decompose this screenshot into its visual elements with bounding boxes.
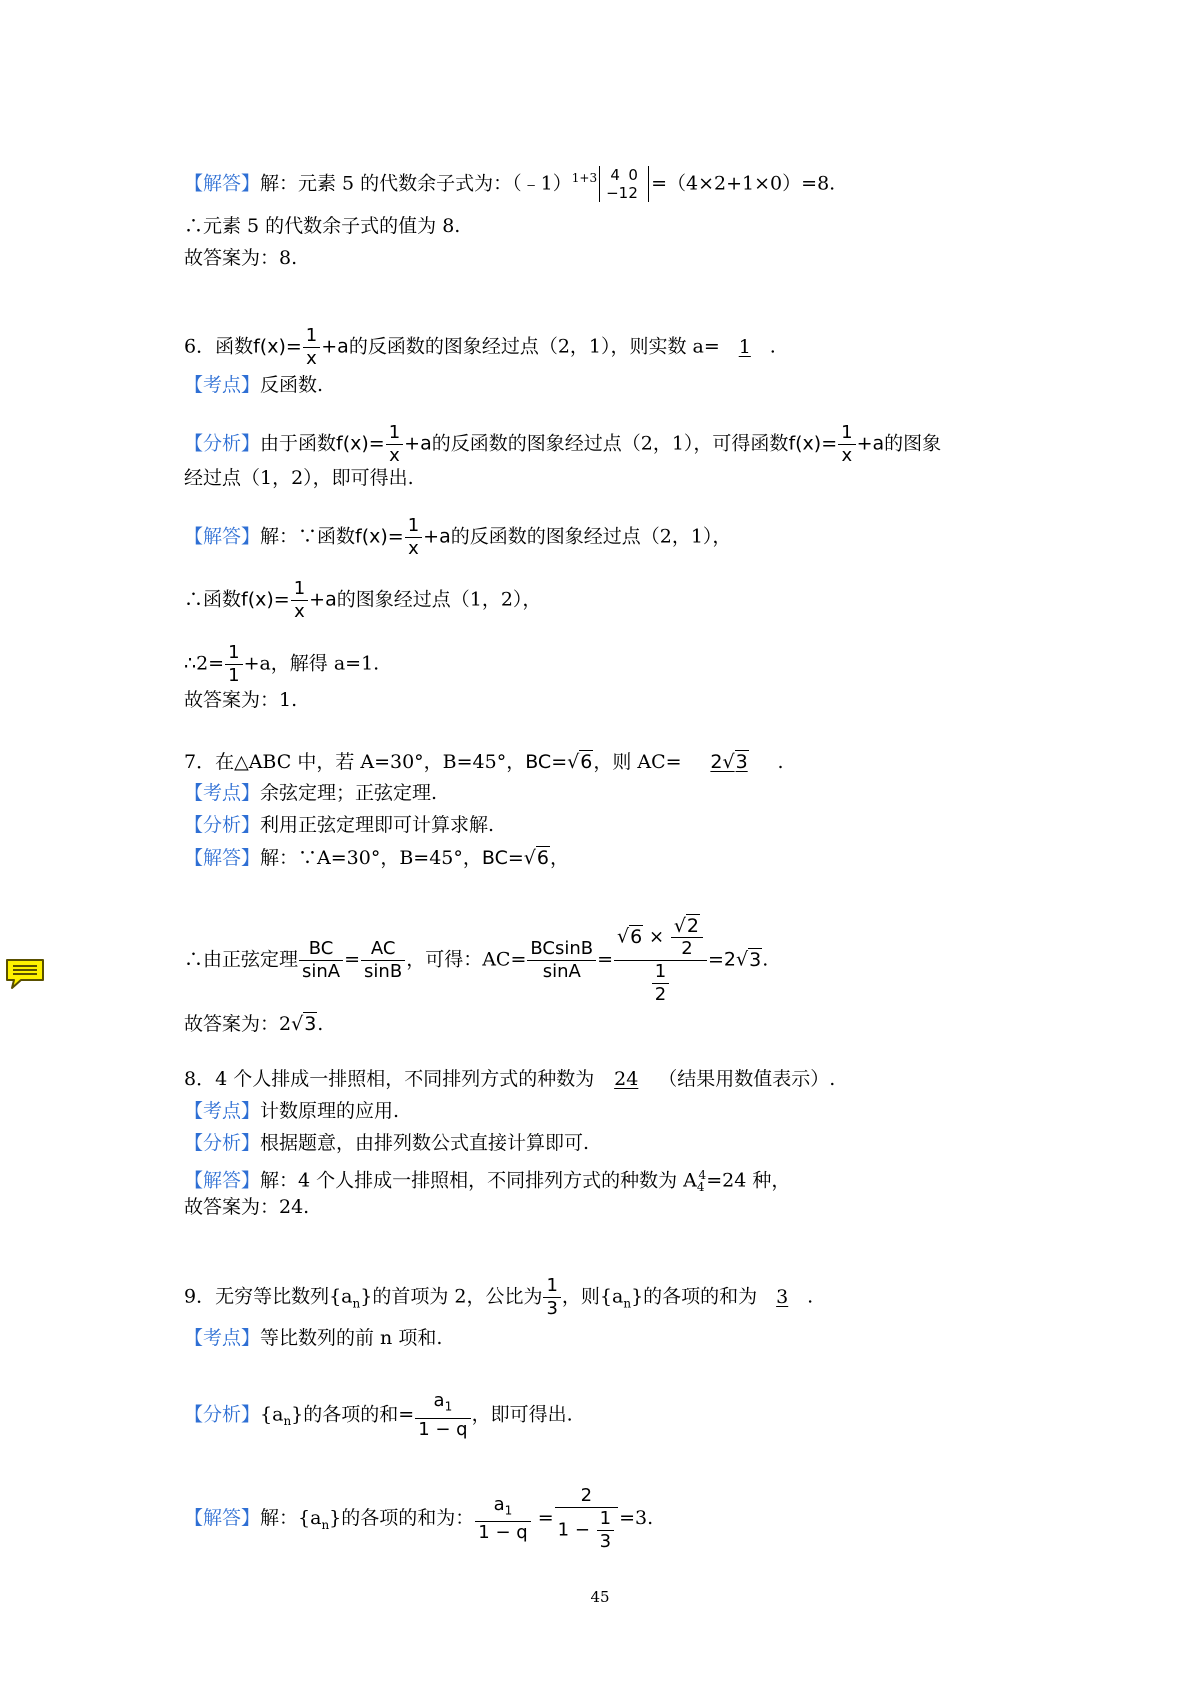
- analysis-tag: 【分析】: [184, 1403, 261, 1426]
- q9-analysis: 【分析】$\{a_n\}$的各项的和= $\frac{a_1}{1 - q}$ ，即可得出.: [184, 1390, 573, 1440]
- q9-stem: 9．无穷等比数列$\{a_n\}$的首项为 2，公比为 $\frac{1}{3}$ ，则$\{a_n\}$的各项的和为3.: [184, 1275, 814, 1319]
- answer-blank: 1: [738, 335, 751, 358]
- q6-final-answer: 故答案为：1.: [184, 689, 298, 711]
- comment-icon[interactable]: [4, 957, 46, 991]
- q7-stem: 7．在△ABC 中，若 A=30°，B=45°，BC=√6，则 AC= 2√3 .: [184, 751, 784, 773]
- q5-conclusion: ∴元素 5 的代数余子式的值为 8.: [184, 215, 461, 237]
- analysis-tag: 【分析】: [184, 432, 261, 455]
- compound-fraction: √6 × $\frac{√2}{2}$ $\frac{1}{2}$: [614, 915, 707, 1006]
- answer-tag: 【解答】: [184, 1507, 261, 1529]
- fraction: $\frac{1}{x}$: [303, 325, 320, 370]
- q9-point: 【考点】等比数列的前 n 项和.: [184, 1327, 443, 1349]
- analysis-tag: 【分析】: [184, 814, 261, 836]
- q8-answer: 【解答】解：4 个人排成一排照相，不同排列方式的种数为 $A_4^4=24$ 种，: [184, 1168, 791, 1195]
- page-number: 45: [590, 1588, 610, 1606]
- point-tag: 【考点】: [184, 1100, 261, 1122]
- answer-blank: 3: [776, 1285, 789, 1308]
- q5-answer-result: =（4×2+1×0）=8.: [651, 172, 836, 195]
- q6-answer-line3: ∴2= $\frac{1}{1}$ +a，解得 a=1.: [184, 642, 380, 686]
- q6-point: 【考点】反函数.: [184, 374, 324, 396]
- q7-final-answer: 故答案为：2√3.: [184, 1013, 324, 1035]
- q8-stem: 8．4 个人排成一排照相，不同排列方式的种数为24（结果用数值表示）.: [184, 1068, 836, 1090]
- exponent: 1+3: [571, 171, 598, 185]
- q8-final-answer: 故答案为：24.: [184, 1196, 310, 1218]
- q6-answer: 【解答】解：∵函数f(x)= $\frac{1}{x}$ +a的反函数的图象经过点（2，1），: [184, 515, 732, 559]
- q7-point: 【考点】余弦定理；正弦定理.: [184, 782, 438, 804]
- answer-blank: 2√3: [710, 751, 748, 773]
- answer-tag: 【解答】: [184, 172, 261, 195]
- point-tag: 【考点】: [184, 1327, 261, 1349]
- q9-answer: 【解答】解：$\{a_n\}$的各项的和为： $\frac{a_1}{1 - q}$ = 2 1 − $\frac{1}{3}$ =3.: [184, 1485, 654, 1552]
- q5-answer-text: 解：元素 5 的代数余子式为：（﹣1）: [260, 172, 572, 195]
- q6-stem: 6．函数f(x)= $\frac{1}{x}$ +a的反函数的图象经过点（2，1），则实数 a=1.: [184, 325, 776, 369]
- q6-answer-line2: ∴函数f(x)= $\frac{1}{x}$ +a的图象经过点（1，2），: [184, 578, 542, 622]
- q5-answer-line: [184, 166, 835, 202]
- q7-answer: 【解答】解：∵A=30°，B=45°，BC=√6，: [184, 847, 570, 869]
- q7-answer-line2: ∴由正弦定理 $\frac{BC}{\sin A}$ = $\frac{AC}{\sin B}$ ，可得：AC= $\frac{BCsinB}{\sin A}$ = √6 × $\frac{√2}{2}$ $\frac{1}{2}$ =2√3.: [184, 915, 769, 1005]
- q7-analysis: 【分析】利用正弦定理即可计算求解.: [184, 814, 495, 836]
- determinant: 4 0 −12: [599, 166, 649, 202]
- q6-analysis-line2: 经过点（1，2），即可得出.: [184, 467, 414, 489]
- analysis-tag: 【分析】: [184, 1132, 261, 1154]
- point-tag: 【考点】: [184, 782, 261, 804]
- q6-analysis: 【分析】由于函数f(x)= $\frac{1}{x}$ +a的反函数的图象经过点（2，1），可得函数f(x)= $\frac{1}{x}$ +a的图象: [184, 422, 942, 466]
- answer-blank: 24: [614, 1068, 639, 1090]
- point-tag: 【考点】: [184, 374, 261, 396]
- answer-tag: 【解答】: [184, 1169, 261, 1192]
- q5-final-answer: 故答案为：8.: [184, 247, 298, 269]
- answer-tag: 【解答】: [184, 525, 261, 548]
- q8-point: 【考点】计数原理的应用.: [184, 1100, 400, 1122]
- q8-analysis: 【分析】根据题意，由排列数公式直接计算即可.: [184, 1132, 590, 1154]
- answer-tag: 【解答】: [184, 847, 261, 869]
